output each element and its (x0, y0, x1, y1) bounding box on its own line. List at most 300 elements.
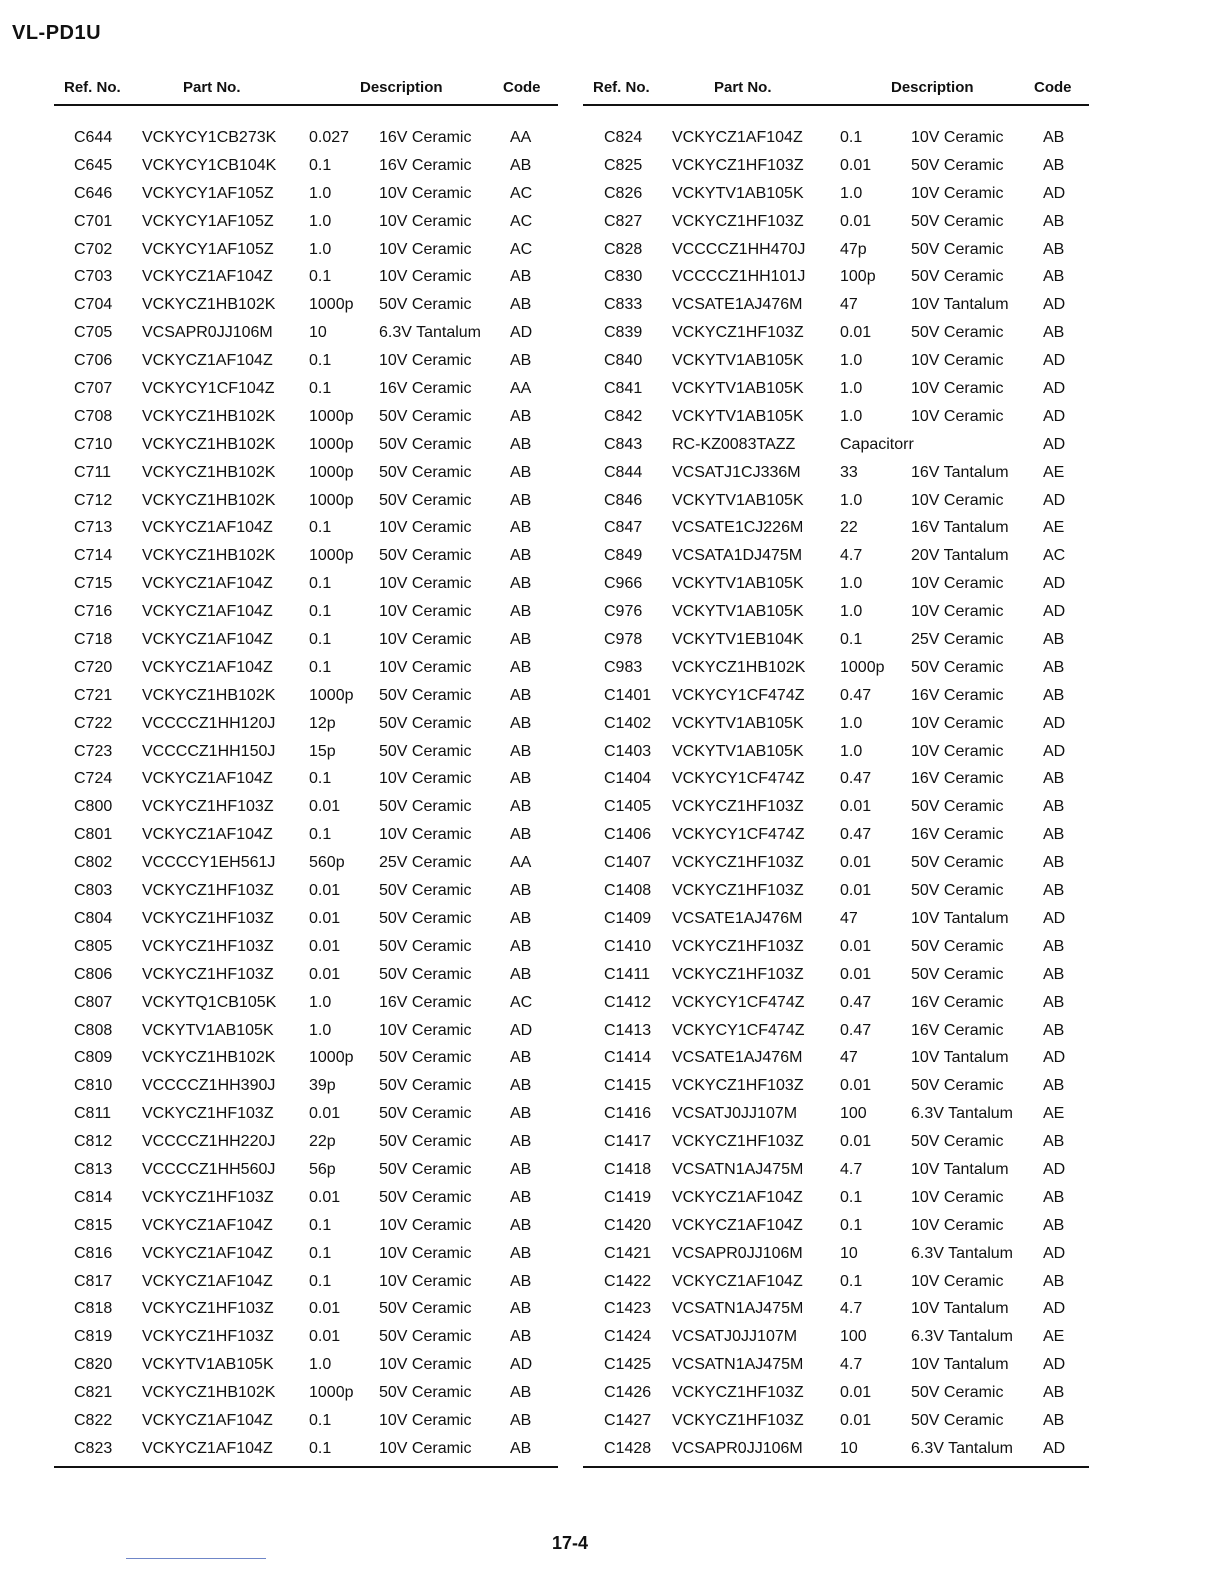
value: 0.01 (309, 798, 341, 816)
table-row (583, 1381, 1089, 1409)
value: 0.01 (309, 909, 341, 927)
value: 0.1 (309, 770, 332, 788)
ref-no: C819 (74, 1328, 113, 1346)
value: 33 (840, 463, 858, 481)
table-row (583, 516, 1089, 544)
table-row (583, 1046, 1089, 1074)
ref-no: C846 (604, 491, 643, 509)
description: 50V Ceramic (379, 742, 472, 760)
header-ref: Ref. No. (593, 79, 650, 96)
ref-no: C824 (604, 129, 643, 146)
table-end-rule (583, 1466, 1089, 1468)
description: 50V Ceramic (911, 1133, 1004, 1151)
description: 50V Ceramic (911, 324, 1004, 342)
value: 0.027 (309, 129, 350, 146)
header-code: Code (1034, 79, 1072, 96)
value: 15p (309, 742, 336, 760)
part-no: VCSATJ0JJ107M (672, 1105, 798, 1123)
description: 10V Ceramic (379, 1439, 472, 1457)
value: 0.1 (309, 575, 332, 593)
part-no: VCKYCZ1HF103Z (672, 882, 804, 900)
table-row (583, 740, 1089, 768)
value: 47 (840, 296, 858, 314)
value: 1000p (309, 463, 354, 481)
ref-no: C1408 (604, 882, 652, 900)
ref-no: C802 (74, 854, 113, 872)
table-row (583, 489, 1089, 517)
code: AB (510, 1272, 532, 1290)
description: 10V Ceramic (911, 129, 1004, 146)
ref-no: C1410 (604, 937, 652, 955)
part-no: VCKYCZ1HF103Z (142, 1188, 274, 1206)
table-row (583, 851, 1089, 879)
part-no: VCKYCZ1AF104Z (142, 519, 273, 537)
part-no: VCKYCZ1AF104Z (142, 575, 273, 593)
part-no: VCKYCZ1HF103Z (142, 1105, 274, 1123)
ref-no: C1425 (604, 1356, 652, 1374)
part-no: VCKYCZ1HB102K (142, 463, 276, 481)
value: 0.01 (840, 324, 872, 342)
ref-no: C800 (74, 798, 113, 816)
value: 0.1 (309, 1439, 332, 1457)
description: 50V Ceramic (379, 1300, 472, 1318)
ref-no: C816 (74, 1244, 113, 1262)
value: 56p (309, 1160, 336, 1178)
part-no: VCKYCZ1AF104Z (142, 1244, 273, 1262)
description: 10V Tantalum (911, 1300, 1009, 1318)
description: 10V Ceramic (379, 1216, 472, 1234)
description: 50V Ceramic (379, 463, 472, 481)
ref-no: C978 (604, 631, 643, 649)
table-row (583, 712, 1089, 740)
ref-no: C702 (74, 240, 113, 258)
value: 4.7 (840, 547, 863, 565)
code: AD (1043, 380, 1066, 398)
part-no: VCKYCZ1HF103Z (142, 1300, 274, 1318)
code: AD (1043, 742, 1066, 760)
part-no: VCKYCY1CF474Z (672, 686, 805, 704)
part-no: VCCCCZ1HH150J (142, 742, 276, 760)
description: 50V Ceramic (379, 965, 472, 983)
value: 22p (309, 1133, 336, 1151)
part-no: VCKYTQ1CB105K (142, 993, 277, 1011)
value: 1000p (309, 296, 354, 314)
code: AD (1043, 407, 1066, 425)
ref-no: C815 (74, 1216, 113, 1234)
table-row (54, 907, 558, 935)
part-no: VCKYTV1AB105K (672, 714, 804, 732)
code: AB (510, 268, 532, 286)
value: 1.0 (840, 491, 863, 509)
value: 0.01 (309, 882, 341, 900)
ref-no: C1403 (604, 742, 652, 760)
ref-no: C817 (74, 1272, 113, 1290)
code: AB (510, 1105, 532, 1123)
part-no: VCCCCZ1HH470J (672, 240, 806, 258)
part-no: VCKYCZ1AF104Z (142, 268, 273, 286)
value: 0.1 (309, 380, 332, 398)
ref-no: C1407 (604, 854, 652, 872)
ref-no: C706 (74, 352, 113, 370)
ref-no: C708 (74, 407, 113, 425)
table-row (583, 684, 1089, 712)
code: AB (510, 1216, 532, 1234)
ref-no: C820 (74, 1356, 113, 1374)
part-no: VCKYCZ1AF104Z (672, 1272, 803, 1290)
part-no: VCKYTV1AB105K (142, 1021, 274, 1039)
part-no: VCSATE1AJ476M (672, 296, 803, 314)
ref-no: C1411 (604, 965, 650, 983)
ref-no: C849 (604, 547, 643, 565)
part-no: VCCCCZ1HH560J (142, 1160, 276, 1178)
code: AB (1043, 129, 1065, 146)
description: 50V Ceramic (911, 212, 1004, 230)
description: 20V Tantalum (911, 547, 1009, 565)
table-row (54, 935, 558, 963)
ref-no: C1423 (604, 1300, 652, 1318)
table-row (583, 238, 1089, 266)
code: AB (510, 1384, 532, 1402)
code: AB (1043, 1188, 1065, 1206)
value: 0.47 (840, 770, 872, 788)
table-row (54, 1409, 558, 1437)
value: 0.1 (840, 1188, 863, 1206)
table-row (583, 963, 1089, 991)
description: 16V Ceramic (379, 380, 472, 398)
description: 25V Ceramic (911, 631, 1004, 649)
ref-no: C827 (604, 212, 643, 230)
table-row (583, 1019, 1089, 1047)
table-row (54, 1381, 558, 1409)
description: 10V Ceramic (379, 519, 472, 537)
description: 10V Ceramic (379, 1356, 472, 1374)
ref-no: C1414 (604, 1049, 652, 1067)
model-title: VL-PD1U (12, 22, 102, 44)
ref-no: C644 (74, 129, 113, 146)
value: 1000p (309, 1384, 354, 1402)
table-row (54, 1270, 558, 1298)
ref-no: C715 (74, 575, 113, 593)
part-no: VCSAPR0JJ106M (672, 1439, 803, 1457)
ref-no: C1401 (604, 686, 652, 704)
table-row (54, 656, 558, 684)
part-no: VCCCCZ1HH390J (142, 1077, 276, 1095)
code: AB (510, 631, 532, 649)
value: 0.01 (309, 1300, 341, 1318)
value: 1000p (309, 435, 354, 453)
ref-no: C1402 (604, 714, 652, 732)
code: AB (1043, 1411, 1065, 1429)
part-no: VCKYCZ1HF103Z (672, 1411, 804, 1429)
table-row (583, 1242, 1089, 1270)
value: 0.1 (309, 1411, 332, 1429)
description: 6.3V Tantalum (911, 1439, 1013, 1457)
ref-no: C823 (74, 1439, 113, 1457)
value: 4.7 (840, 1300, 863, 1318)
code: AB (510, 407, 532, 425)
ref-no: C801 (74, 826, 113, 844)
description: 10V Ceramic (911, 1272, 1004, 1290)
ref-no: C1417 (604, 1133, 652, 1151)
part-no: VCSATE1CJ226M (672, 519, 804, 537)
value: 0.01 (840, 1133, 872, 1151)
part-no: VCKYCY1CF474Z (672, 770, 805, 788)
code: AB (510, 296, 532, 314)
code: AD (1043, 909, 1066, 927)
part-no: VCKYTV1AB105K (672, 575, 804, 593)
code: AD (1043, 1160, 1066, 1178)
value: 1.0 (840, 184, 863, 202)
code: AB (510, 1328, 532, 1346)
description: 50V Ceramic (379, 686, 472, 704)
code: AB (510, 965, 532, 983)
code: AB (1043, 993, 1065, 1011)
part-no: VCKYCZ1HF103Z (142, 1328, 274, 1346)
ref-no: C716 (74, 603, 113, 621)
table-row (583, 1353, 1089, 1381)
table-row (54, 1074, 558, 1102)
table-row (54, 572, 558, 600)
table-row (583, 795, 1089, 823)
ref-no: C712 (74, 491, 113, 509)
part-no: VCKYCZ1AF104Z (142, 1411, 273, 1429)
description: 10V Tantalum (911, 1356, 1009, 1374)
ref-no: C843 (604, 435, 643, 453)
description: 50V Ceramic (911, 882, 1004, 900)
description: 50V Ceramic (379, 547, 472, 565)
code: AB (510, 1188, 532, 1206)
part-no: VCKYCZ1HB102K (672, 658, 806, 676)
part-no: VCKYCZ1HF103Z (142, 882, 274, 900)
part-no: VCKYCZ1HF103Z (142, 909, 274, 927)
ref-no: C818 (74, 1300, 113, 1318)
code: AB (1043, 770, 1065, 788)
part-no: VCKYCY1AF105Z (142, 240, 274, 258)
value: 10 (309, 324, 327, 342)
ref-no: C1404 (604, 770, 652, 788)
value: 0.01 (840, 798, 872, 816)
table-row (54, 1297, 558, 1325)
table-row (583, 433, 1089, 461)
description: 10V Ceramic (379, 826, 472, 844)
parts-table-right (583, 72, 1089, 1457)
value: 4.7 (840, 1356, 863, 1374)
description: 10V Ceramic (379, 352, 472, 370)
code: AD (1043, 296, 1066, 314)
part-no: VCKYCZ1HF103Z (142, 965, 274, 983)
table-row (54, 991, 558, 1019)
part-no: VCSATN1AJ475M (672, 1300, 804, 1318)
part-no: VCKYCZ1HB102K (142, 547, 276, 565)
value: 0.47 (840, 1021, 872, 1039)
part-no: VCKYCZ1AF104Z (142, 770, 273, 788)
code: AB (510, 575, 532, 593)
table-row (54, 126, 558, 154)
description: 10V Ceramic (379, 212, 472, 230)
table-header (583, 72, 1089, 106)
table-row (54, 600, 558, 628)
table-row (54, 879, 558, 907)
table-row (54, 628, 558, 656)
code: AB (1043, 268, 1065, 286)
part-no: VCKYCZ1AF104Z (142, 352, 273, 370)
code: AB (510, 1300, 532, 1318)
code: AB (510, 435, 532, 453)
part-no: VCSATJ0JJ107M (672, 1328, 798, 1346)
code: AB (1043, 1133, 1065, 1151)
ref-no: C723 (74, 742, 113, 760)
value: 10 (840, 1244, 858, 1262)
ref-no: C714 (74, 547, 113, 565)
value: 0.01 (840, 1384, 872, 1402)
value: 0.1 (840, 631, 863, 649)
description: 10V Ceramic (379, 184, 472, 202)
ref-no: C839 (604, 324, 643, 342)
table-row (583, 405, 1089, 433)
table-row (583, 1409, 1089, 1437)
ref-no: C1427 (604, 1411, 652, 1429)
value: 1.0 (840, 603, 863, 621)
value: 0.01 (309, 965, 341, 983)
code: AB (1043, 937, 1065, 955)
code: AB (1043, 1077, 1065, 1095)
value: 1.0 (309, 1356, 332, 1374)
table-row (583, 1297, 1089, 1325)
code: AD (1043, 184, 1066, 202)
ref-no: C976 (604, 603, 643, 621)
part-no: VCKYCZ1HF103Z (672, 854, 804, 872)
ref-no: C1418 (604, 1160, 652, 1178)
value: 1000p (309, 491, 354, 509)
value: 1000p (309, 547, 354, 565)
code: AB (1043, 854, 1065, 872)
part-no: VCKYCZ1HF103Z (672, 937, 804, 955)
ref-no: C703 (74, 268, 113, 286)
description: 16V Ceramic (911, 770, 1004, 788)
table-row (54, 154, 558, 182)
table-row (54, 516, 558, 544)
ref-no: C1421 (604, 1244, 652, 1262)
table-row (54, 321, 558, 349)
description: 10V Ceramic (911, 603, 1004, 621)
part-no: VCKYCY1AF105Z (142, 184, 274, 202)
part-no: VCKYTV1AB105K (672, 603, 804, 621)
value: 0.1 (309, 826, 332, 844)
ref-no: C705 (74, 324, 113, 342)
table-row (583, 1158, 1089, 1186)
table-row (583, 600, 1089, 628)
part-no: VCKYCZ1AF104Z (142, 1216, 273, 1234)
code: AB (1043, 156, 1065, 174)
code: AD (1043, 575, 1066, 593)
part-no: VCSATJ1CJ336M (672, 463, 801, 481)
part-no: VCSATE1AJ476M (672, 909, 803, 927)
value: 0.1 (309, 658, 332, 676)
ref-no: C724 (74, 770, 113, 788)
code: AD (1043, 1300, 1066, 1318)
ref-no: C711 (74, 463, 112, 481)
code: AD (510, 324, 533, 342)
part-no: VCKYCZ1HB102K (142, 435, 276, 453)
value: 0.01 (840, 156, 872, 174)
part-no: VCKYCZ1HB102K (142, 491, 276, 509)
part-no: VCKYCY1CF474Z (672, 993, 805, 1011)
description: 50V Ceramic (379, 1077, 472, 1095)
code: AB (510, 826, 532, 844)
description: 10V Tantalum (911, 296, 1009, 314)
description: 10V Tantalum (911, 1049, 1009, 1067)
description: 50V Ceramic (379, 1328, 472, 1346)
code: AB (510, 1133, 532, 1151)
code: AB (1043, 965, 1065, 983)
code: AC (510, 993, 533, 1011)
ref-no: C805 (74, 937, 113, 955)
description: 50V Ceramic (911, 658, 1004, 676)
code: AB (510, 1160, 532, 1178)
table-row (583, 1270, 1089, 1298)
ref-no: C1420 (604, 1216, 652, 1234)
description: 16V Ceramic (911, 686, 1004, 704)
part-no: VCKYCZ1HF103Z (672, 798, 804, 816)
description: 6.3V Tantalum (379, 324, 481, 342)
ref-no: C1415 (604, 1077, 652, 1095)
table-row (583, 126, 1089, 154)
description: 50V Ceramic (379, 909, 472, 927)
part-no: VCKYCY1CF474Z (672, 1021, 805, 1039)
header-code: Code (503, 79, 541, 96)
part-no: VCKYCZ1HB102K (142, 407, 276, 425)
ref-no: C1409 (604, 909, 652, 927)
table-row (583, 656, 1089, 684)
value: 10 (840, 1439, 858, 1457)
code: AE (1043, 519, 1065, 537)
value: 0.1 (309, 1272, 332, 1290)
value: 1.0 (840, 575, 863, 593)
value: 100 (840, 1105, 867, 1123)
description: 50V Ceramic (911, 156, 1004, 174)
table-row (583, 823, 1089, 851)
description: 50V Ceramic (911, 937, 1004, 955)
description: 50V Ceramic (379, 491, 472, 509)
ref-no: C721 (74, 686, 113, 704)
code: AD (1043, 435, 1066, 453)
ref-no: C813 (74, 1160, 113, 1178)
description: 10V Ceramic (379, 240, 472, 258)
table-row (54, 1102, 558, 1130)
table-row (54, 767, 558, 795)
code: AB (510, 156, 532, 174)
table-end-rule (54, 1466, 558, 1468)
ref-no: C847 (604, 519, 643, 537)
part-no: VCKYCZ1AF104Z (142, 658, 273, 676)
description: 10V Ceramic (379, 1411, 472, 1429)
ref-no: C1426 (604, 1384, 652, 1402)
table-row (583, 1437, 1089, 1465)
ref-no: C1405 (604, 798, 652, 816)
part-no: VCCCCZ1HH220J (142, 1133, 276, 1151)
ref-no: C822 (74, 1411, 113, 1429)
description: 16V Ceramic (379, 156, 472, 174)
part-no: VCKYTV1AB105K (672, 407, 804, 425)
description: 50V Ceramic (379, 1384, 472, 1402)
code: AB (1043, 798, 1065, 816)
description: 50V Ceramic (379, 296, 472, 314)
table-row (54, 1019, 558, 1047)
code: AB (510, 519, 532, 537)
description: 10V Ceramic (379, 658, 472, 676)
description: 50V Ceramic (379, 1188, 472, 1206)
code: AB (1043, 212, 1065, 230)
